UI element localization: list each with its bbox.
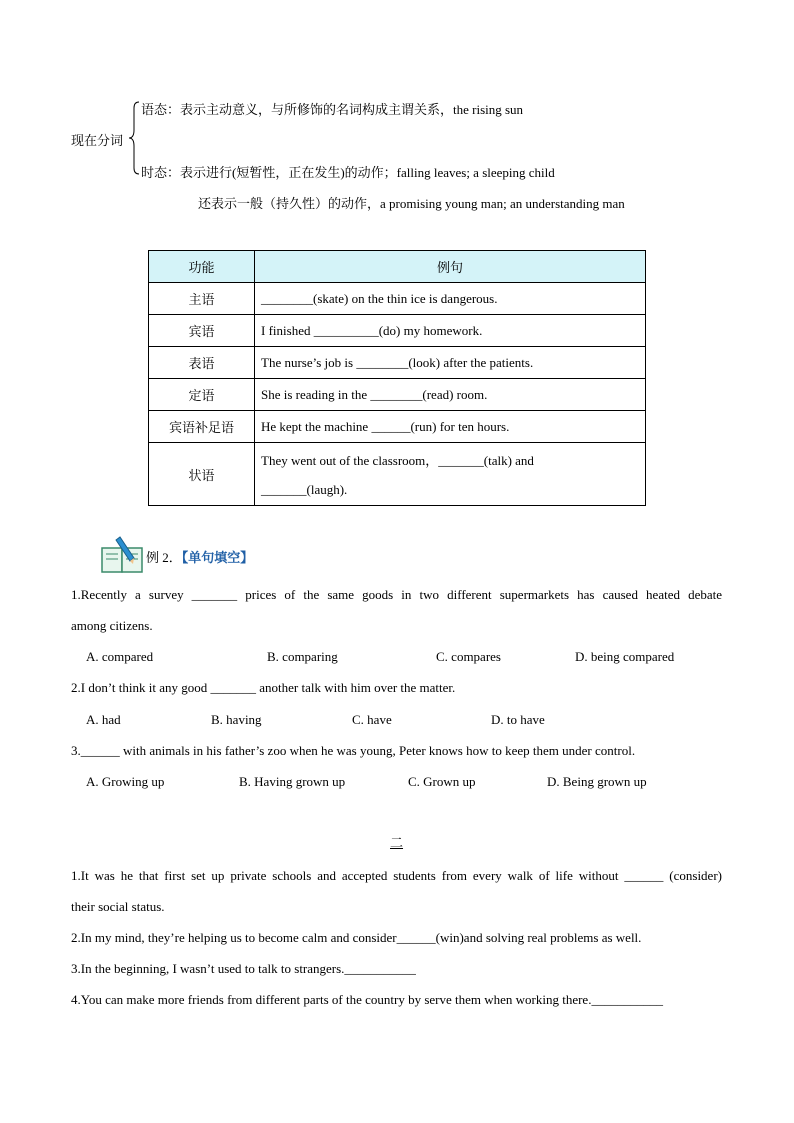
table-row bbox=[149, 411, 646, 443]
example-prefix: 例 2． bbox=[146, 550, 182, 565]
row-function: 宾语补足语 bbox=[149, 411, 255, 443]
section-2-heading: 二 bbox=[390, 835, 404, 850]
table-row bbox=[149, 379, 646, 411]
section-2-item-4: 4.You can make more friends from different parts of the country by serve them when working there.___________ bbox=[71, 992, 663, 1007]
voice-line: 语态：表示主动意义，与所修饰的名词构成主谓关系，the rising sun bbox=[141, 102, 524, 117]
table-row bbox=[149, 315, 646, 347]
participle-term: 现在分词 bbox=[71, 133, 124, 148]
header-example: 例句 bbox=[255, 251, 646, 283]
row-function: 定语 bbox=[149, 379, 255, 411]
table-row bbox=[149, 443, 646, 506]
q1-option-b[interactable]: B. comparing bbox=[267, 649, 338, 664]
q2-option-b[interactable]: B. having bbox=[211, 712, 262, 727]
row-function: 主语 bbox=[149, 283, 255, 315]
row-function: 宾语 bbox=[149, 315, 255, 347]
book-pencil-icon bbox=[100, 536, 146, 574]
row-example: He kept the machine ______(run) for ten hours. bbox=[255, 411, 646, 443]
q3-option-c[interactable]: C. Grown up bbox=[408, 774, 476, 789]
table-header-row bbox=[149, 251, 646, 283]
row-example-line2: _______(laugh). bbox=[261, 482, 348, 497]
q3-option-b[interactable]: B. Having grown up bbox=[239, 774, 346, 789]
row-example: The nurse’s job is ________(look) after the patients. bbox=[255, 347, 646, 379]
q3-option-a[interactable]: A. Growing up bbox=[86, 774, 165, 789]
row-example bbox=[255, 443, 646, 506]
brace-bracket bbox=[128, 100, 140, 176]
q2-option-d[interactable]: D. to have bbox=[491, 712, 545, 727]
section-2-item-1-line-2: their social status. bbox=[71, 899, 165, 914]
table-row bbox=[149, 283, 646, 315]
section-2-item-2: 2.In my mind, they’re helping us to become calm and consider______(win)and solving real problems as well. bbox=[71, 930, 642, 945]
row-example: I finished __________(do) my homework. bbox=[255, 315, 646, 347]
table-row bbox=[149, 347, 646, 379]
q2-option-c[interactable]: C. have bbox=[352, 712, 392, 727]
row-function: 表语 bbox=[149, 347, 255, 379]
question-1-stem-2: among citizens. bbox=[71, 618, 153, 633]
example-2-heading bbox=[146, 550, 253, 566]
q1-option-c[interactable]: C. compares bbox=[436, 649, 501, 664]
q2-option-a[interactable]: A. had bbox=[86, 712, 121, 727]
question-3-stem: 3.______ with animals in his father’s zoo when he was young, Peter knows how to keep them under control. bbox=[71, 743, 636, 758]
q1-option-d[interactable]: D. being compared bbox=[575, 649, 675, 664]
question-2-stem: 2.I don’t think it any good _______ another talk with him over the matter. bbox=[71, 680, 456, 695]
row-example: ________(skate) on the thin ice is dangerous. bbox=[255, 283, 646, 315]
section-2-item-1: 1.It was he that first set up private schools and accepted students from every walk of life without ______ (consider) bbox=[71, 868, 722, 883]
row-example-line1: They went out of the classroom，_______(talk) and bbox=[261, 453, 534, 468]
row-example: She is reading in the ________(read) room. bbox=[255, 379, 646, 411]
tense-line-2: 还表示一般（持久性）的动作，a promising young man; an understanding man bbox=[198, 196, 625, 211]
q3-option-d[interactable]: D. Being grown up bbox=[547, 774, 647, 789]
header-function: 功能 bbox=[149, 251, 255, 283]
section-2-item-3: 3.In the beginning, I wasn’t used to talk to strangers.___________ bbox=[71, 961, 416, 976]
row-function: 状语 bbox=[149, 443, 255, 506]
function-table bbox=[148, 250, 646, 506]
question-1-stem: 1.Recently a survey _______ prices of the same goods in two different supermarkets has caused heated debate bbox=[71, 587, 722, 602]
example-label: 【单句填空】 bbox=[181, 550, 254, 565]
tense-line: 时态：表示进行(短暂性，正在发生)的动作；falling leaves; a sleeping child bbox=[141, 165, 555, 180]
q1-option-a[interactable]: A. compared bbox=[86, 649, 154, 664]
